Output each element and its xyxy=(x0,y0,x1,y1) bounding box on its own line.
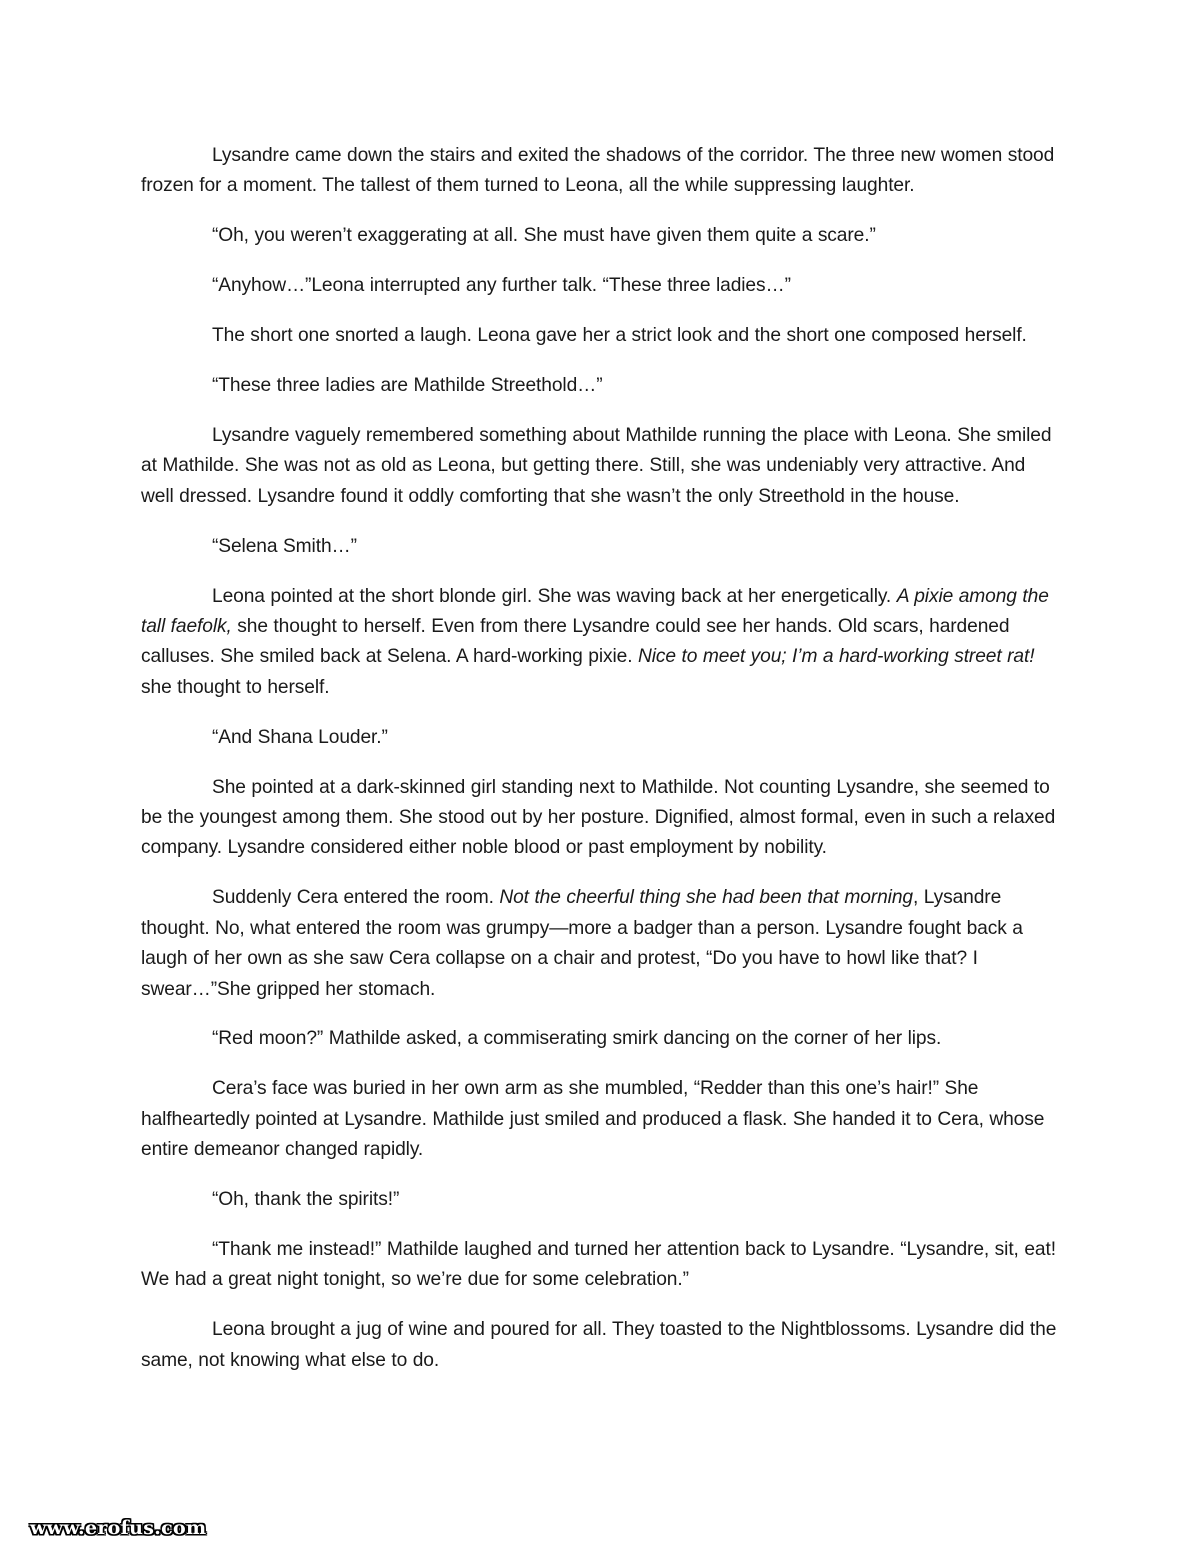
paragraph-6: Lysandre vaguely remembered something about Mathilde running the place with Leona. She smiled at Mathilde. She was not as old as Leona, but getting there. Still, she was undeniably very attractive. And well dressed. Lysandre found it oddly comforting that she wasn’t the only Streethold in the house. xyxy=(141,424,1052,507)
paragraph-5: “These three ladies are Mathilde Streethold…” xyxy=(212,375,603,397)
paragraph-9: “And Shana Louder.” xyxy=(212,726,388,748)
paragraph-14: “Oh, thank the spirits!” xyxy=(212,1189,400,1211)
paragraph-10: She pointed at a dark-skinned girl standing next to Mathilde. Not counting Lysandre, she seemed to be the youngest among them. She stood out by her posture. Dignified, almost formal, even in such a relaxed company. Lysandre considered either noble blood or past employment by nobility. xyxy=(141,776,1056,859)
paragraph-12: “Red moon?” Mathilde asked, a commiserating smirk dancing on the corner of her lips. xyxy=(212,1028,942,1050)
paragraph-15: “Thank me instead!” Mathilde laughed and turned her attention back to Lysandre. “Lysandre, sit, eat! We had a great night tonight, so we’re due for some celebration.” xyxy=(141,1238,1056,1291)
paragraph-16: Leona brought a jug of wine and poured for all. They toasted to the Nightblossoms. Lysandre did the same, not knowing what else to do. xyxy=(141,1319,1057,1371)
paragraph-8: Leona pointed at the short blonde girl. She was waving back at her energetically. A pixie among the tall faefolk, she thought to herself. Even from there Lysandre could see her hands. Old scars, hardened calluses. She smiled back at Selena. A hard-working pixie. Nice to meet you; I’m a hard-working street rat! she thought to herself. xyxy=(141,585,1049,698)
paragraph-13: Cera’s face was buried in her own arm as she mumbled, “Redder than this one’s hair!” She halfheartedly pointed at Lysandre. Mathilde just smiled and produced a flask. She handed it to Cera, whose entire demeanor changed rapidly. xyxy=(141,1078,1045,1161)
paragraph-11: Suddenly Cera entered the room. Not the cheerful thing she had been that morning, Lysandre thought. No, what entered the room was grumpy—more a badger than a person. Lysandre fought back a laugh of her own as she saw Cera collapse on a chair and protest, “Do you have to howl like that? I swear…”She gripped her stomach. xyxy=(141,887,1023,1000)
paragraph-4: The short one snorted a laugh. Leona gave her a strict look and the short one composed herself. xyxy=(212,325,1027,347)
paragraph-7: “Selena Smith…” xyxy=(212,535,357,557)
paragraph-3: “Anyhow…”Leona interrupted any further talk. “These three ladies…” xyxy=(212,275,791,297)
paragraph-1: Lysandre came down the stairs and exited the shadows of the corridor. The three new women stood frozen for a moment. The tallest of them turned to Leona, all the while suppressing laughter. xyxy=(141,145,1055,197)
paragraph-2: “Oh, you weren’t exaggerating at all. She must have given them quite a scare.” xyxy=(212,225,876,247)
watermark-text: www.erofus.com xyxy=(30,1517,207,1539)
document-page xyxy=(141,141,1061,1396)
